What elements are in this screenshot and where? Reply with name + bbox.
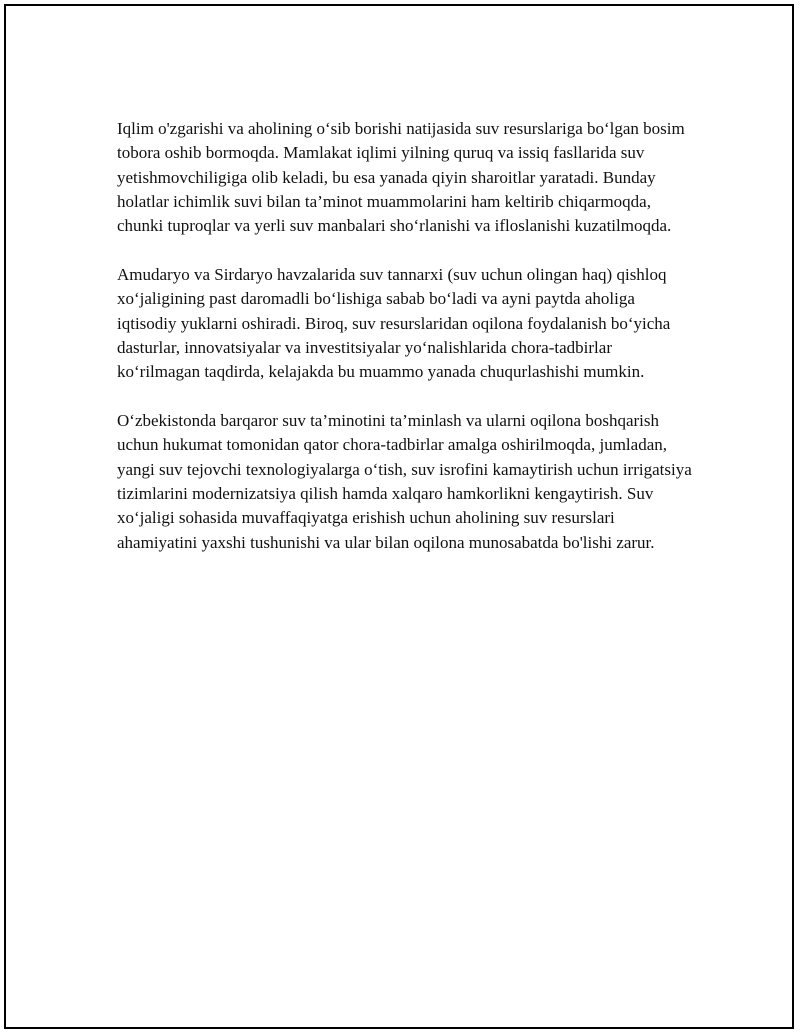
- paragraph-3: O‘zbekistonda barqaror suv ta’minotini ta’minlash va ularni oqilona boshqarish uchun hukumat tomonidan qator chora-tadbirlar amalga oshirilmoqda, jumladan, yangi suv tejovchi texnologiyalarga o‘tish, suv isrofini kamaytirish uchun irrigatsiya tizimlarini modernizatsiya qilish hamda xalqaro hamkorlikni kengaytirish. Suv xo‘jaligi sohasida muvaffaqiyatga erishish uchun aholining suv resurslari ahamiyatini yaxshi tushunishi va ular bilan oqilona munosabatda bo'lishi zarur.: [117, 411, 692, 552]
- document-body: [117, 117, 697, 580]
- paragraph-2: Amudaryo va Sirdaryo havzalarida suv tannarxi (suv uchun olingan haq) qishloq xo‘jaligining past daromadli bo‘lishiga sabab bo‘ladi va ayni paytda aholiga iqtisodiy yuklarni oshiradi. Biroq, suv resurslaridan oqilona foydalanish bo‘yicha dasturlar, innovatsiyalar va investitsiyalar yo‘nalishlarida chora-tadbirlar ko‘rilmagan taqdirda, kelajakda bu muammo yanada chuqurlashishi mumkin.: [117, 265, 671, 382]
- paragraph-1: Iqlim o'zgarishi va aholining o‘sib borishi natijasida suv resurslariga bo‘lgan bosim tobora oshib bormoqda. Mamlakat iqlimi yilning quruq va issiq fasllarida suv yetishmovchiligiga olib keladi, bu esa yanada qiyin sharoitlar yaratadi. Bunday holatlar ichimlik suvi bilan ta’minot muammolarini ham keltirib chiqarmoqda, chunki tuproqlar va yerli suv manbalari sho‘rlanishi va ifloslanishi kuzatilmoqda.: [117, 119, 685, 236]
